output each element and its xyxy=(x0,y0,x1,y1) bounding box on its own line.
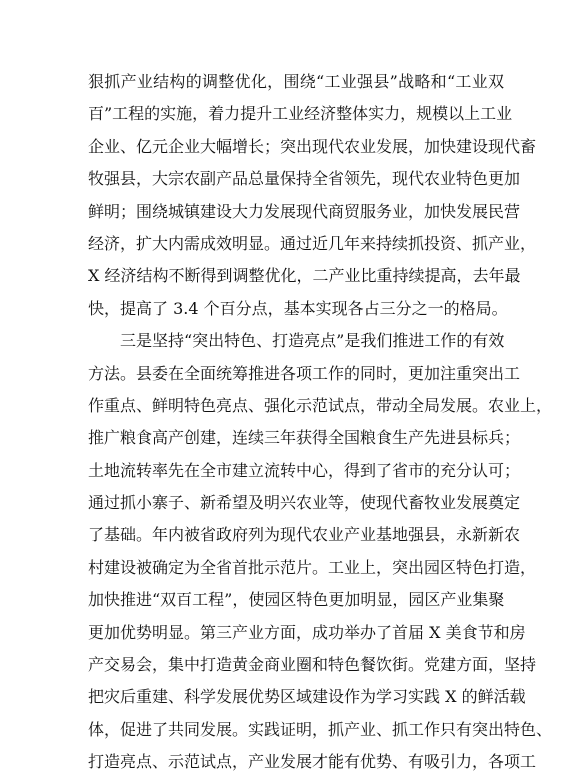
text-line: 土地流转率先在全市建立流转中心，得到了省市的充分认可； xyxy=(88,460,521,480)
text-line: 加快推进“双百工程”，使园区特色更加明显，园区产业集聚 xyxy=(88,590,505,610)
text-line: 把灾后重建、科学发展优势区域建设作为学习实践 X 的鲜活载 xyxy=(88,687,526,707)
text-line: 牧强县，大宗农副产品总量保持全省领先，现代农业特色更加 xyxy=(88,169,521,189)
text-line: 鲜明；围绕城镇建设大力发展现代商贸服务业，加快发展民营 xyxy=(88,201,521,221)
text-line: 狠抓产业结构的调整优化，围绕“工业强县”战略和“工业双 xyxy=(88,72,504,91)
text-line: 村建设被确定为全省首批示范片。工业上，突出园区特色打造， xyxy=(88,557,537,577)
text-line: 产交易会，集中打造黄金商业圈和特色餐饮街。党建方面，坚持 xyxy=(88,655,537,675)
body-text xyxy=(88,66,553,779)
text-line: 快，提高了 3.4 个百分点，基本实现各占三分之一的格局。 xyxy=(88,298,508,318)
text-line: 通过抓小寨子、新希望及明兴农业等，使现代畜牧业发展奠定 xyxy=(88,493,521,513)
text-line: 经济，扩大内需成效明显。通过近几年来持续抓投资、抓产业， xyxy=(88,233,537,253)
text-line: 作重点、鲜明特色亮点、强化示范试点，带动全局发展。农业上， xyxy=(88,395,553,415)
text-line: 企业、亿元企业大幅增长；突出现代农业发展，加快建设现代畜 xyxy=(88,136,537,156)
text-line: 方法。县委在全面统筹推进各项工作的同时，更加注重突出工 xyxy=(88,363,521,383)
text-line: 百”工程的实施，着力提升工业经济整体实力，规模以上工业 xyxy=(88,104,513,124)
text-line: 更加优势明显。第三产业方面，成功举办了首届 X 美食节和房 xyxy=(88,622,526,642)
text-line: 体，促进了共同发展。实践证明，抓产业、抓工作只有突出特色、 xyxy=(88,719,553,739)
paragraph-start-line: 三是坚持“突出特色、打造亮点”是我们推进工作的有效 xyxy=(120,331,505,351)
text-line: X 经济结构不断得到调整优化，二产业比重持续提高，去年最 xyxy=(88,266,521,286)
text-line: 打造亮点、示范试点，产业发展才能有优势、有吸引力，各项工 xyxy=(88,752,537,772)
text-line: 了基础。年内被省政府列为现代农业产业基地强县，永新新农 xyxy=(88,525,521,545)
text-line: 推广粮食高产创建，连续三年获得全国粮食生产先进县标兵； xyxy=(88,428,521,448)
